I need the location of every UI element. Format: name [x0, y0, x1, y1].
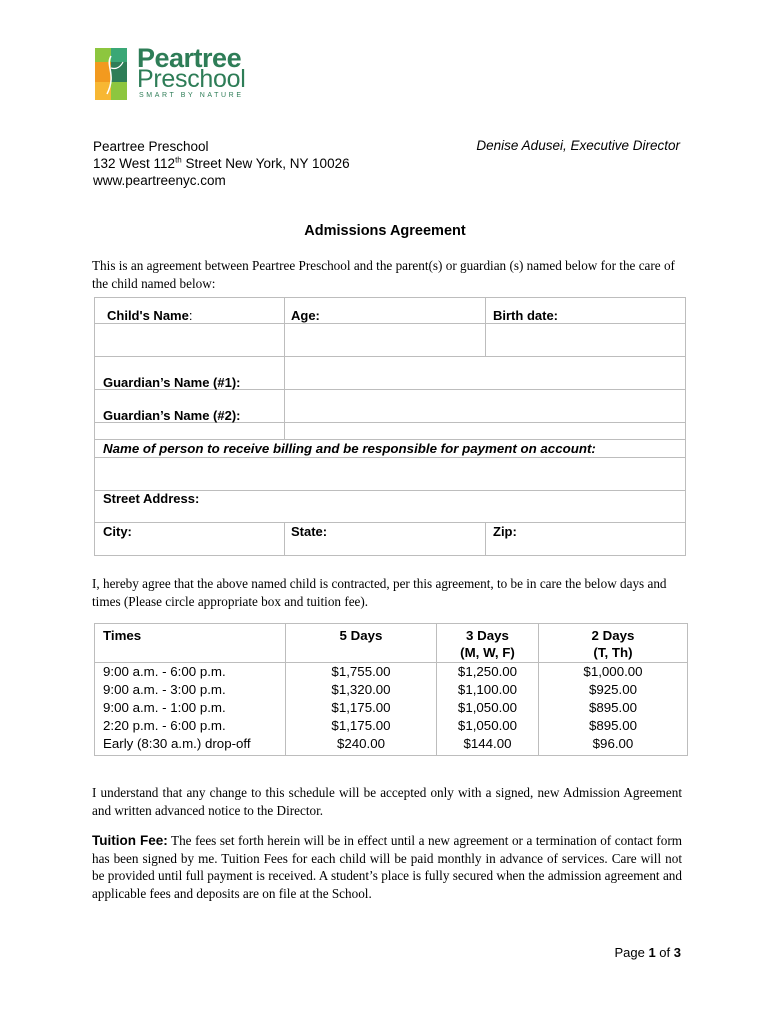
- times-header: Times: [95, 624, 286, 663]
- logo-name-line1: Peartree: [137, 43, 242, 73]
- director-name: Denise Adusei, Executive Director: [476, 138, 680, 153]
- child-info-form: [94, 297, 686, 556]
- five-days-header: 5 Days: [286, 624, 437, 663]
- city-field[interactable]: [135, 523, 284, 555]
- billing-person-label: Name of person to receive billing and be responsible for payment on account:: [103, 441, 596, 456]
- city-label: City:: [103, 524, 132, 539]
- org-name: Peartree Preschool: [93, 139, 209, 154]
- fee-option[interactable]: $1,175.00: [331, 718, 391, 733]
- time-option[interactable]: 9:00 a.m. - 3:00 p.m.: [103, 682, 226, 697]
- child-name-field[interactable]: [95, 324, 284, 356]
- street-address-field[interactable]: [215, 491, 685, 521]
- fee-option[interactable]: $144.00: [463, 736, 512, 751]
- fee-option[interactable]: $1,175.00: [331, 700, 391, 715]
- birth-date-label: Birth date:: [493, 308, 558, 323]
- fee-option[interactable]: $1,250.00: [457, 664, 518, 679]
- times-column: [95, 663, 286, 756]
- tuition-table: [94, 623, 688, 756]
- guardian2-field[interactable]: [285, 390, 685, 422]
- fee-option[interactable]: $925.00: [588, 682, 638, 697]
- page-title: Admissions Agreement: [304, 223, 466, 239]
- fee-option[interactable]: $1,755.00: [331, 664, 391, 679]
- child-name-label: Child's Name:: [107, 308, 193, 323]
- school-address-block: [93, 138, 350, 189]
- fee-option[interactable]: $1,320.00: [331, 682, 391, 697]
- guardian2-label: Guardian’s Name (#2):: [103, 408, 241, 423]
- zip-label: Zip:: [493, 524, 517, 539]
- guardian1-field[interactable]: [285, 357, 685, 389]
- billing-person-field[interactable]: [95, 458, 685, 490]
- fee-option[interactable]: $240.00: [336, 736, 386, 751]
- page-number: Page 1 of 3: [614, 945, 681, 960]
- fee-option[interactable]: $895.00: [588, 718, 638, 733]
- fee-option[interactable]: $1,050.00: [457, 718, 518, 733]
- age-field[interactable]: [285, 324, 485, 356]
- logo-name-line2: Preschool: [137, 65, 246, 93]
- three-days-column: [437, 663, 539, 756]
- five-days-column: [286, 663, 437, 756]
- tuition-fee-heading: Tuition Fee:: [92, 833, 168, 848]
- two-days-column: [539, 663, 688, 756]
- guardian1-label: Guardian’s Name (#1):: [103, 375, 241, 390]
- fee-option[interactable]: $1,000.00: [583, 664, 643, 679]
- peartree-logo-mark-icon: [95, 48, 127, 100]
- fee-option[interactable]: $1,050.00: [457, 700, 518, 715]
- street-address-label: Street Address:: [103, 491, 200, 506]
- schedule-change-paragraph: I understand that any change to this schedule will be accepted only with a signed, new Admission Agreement and written advanced notice to the Director.: [92, 785, 682, 818]
- intro-paragraph: This is an agreement between Peartree Preschool and the parent(s) or guardian (s) named below for the care of the child named below:: [92, 258, 675, 291]
- street-line: 132 West 112th Street New York, NY 10026: [93, 155, 350, 171]
- two-days-header: 2 Days (T, Th): [539, 624, 688, 663]
- time-option[interactable]: 9:00 a.m. - 1:00 p.m.: [103, 700, 226, 715]
- state-field[interactable]: [335, 523, 485, 555]
- fee-option[interactable]: $96.00: [592, 736, 634, 751]
- fee-option[interactable]: $895.00: [588, 700, 638, 715]
- logo-tagline: SMART BY NATURE: [139, 92, 244, 99]
- zip-field[interactable]: [525, 523, 685, 555]
- three-days-header: 3 Days (M, W, F): [437, 624, 539, 663]
- state-label: State:: [291, 524, 328, 539]
- agreement-paragraph: I, hereby agree that the above named child is contracted, per this agreement, to be in care the below days and times (Please circle appropriate box and tuition fee).: [92, 576, 667, 609]
- tuition-fee-paragraph: Tuition Fee: The fees set forth herein will be in effect until a new agreement or a termination of contact form has been signed by me. Tuition Fees for each child will be paid monthly in advance of services. Care will not be provided until full payment is received. A student’s place is fully secured when the admission agreement and applicable fees and deposits are on file at the School.: [92, 833, 682, 901]
- fee-option[interactable]: $1,100.00: [457, 682, 518, 697]
- time-option[interactable]: Early (8:30 a.m.) drop-off: [103, 736, 251, 751]
- age-label: Age:: [291, 308, 320, 323]
- birth-date-field[interactable]: [486, 324, 685, 356]
- time-option[interactable]: 2:20 p.m. - 6:00 p.m.: [103, 718, 226, 733]
- time-option[interactable]: 9:00 a.m. - 6:00 p.m.: [103, 664, 226, 679]
- website: www.peartreenyc.com: [93, 173, 226, 188]
